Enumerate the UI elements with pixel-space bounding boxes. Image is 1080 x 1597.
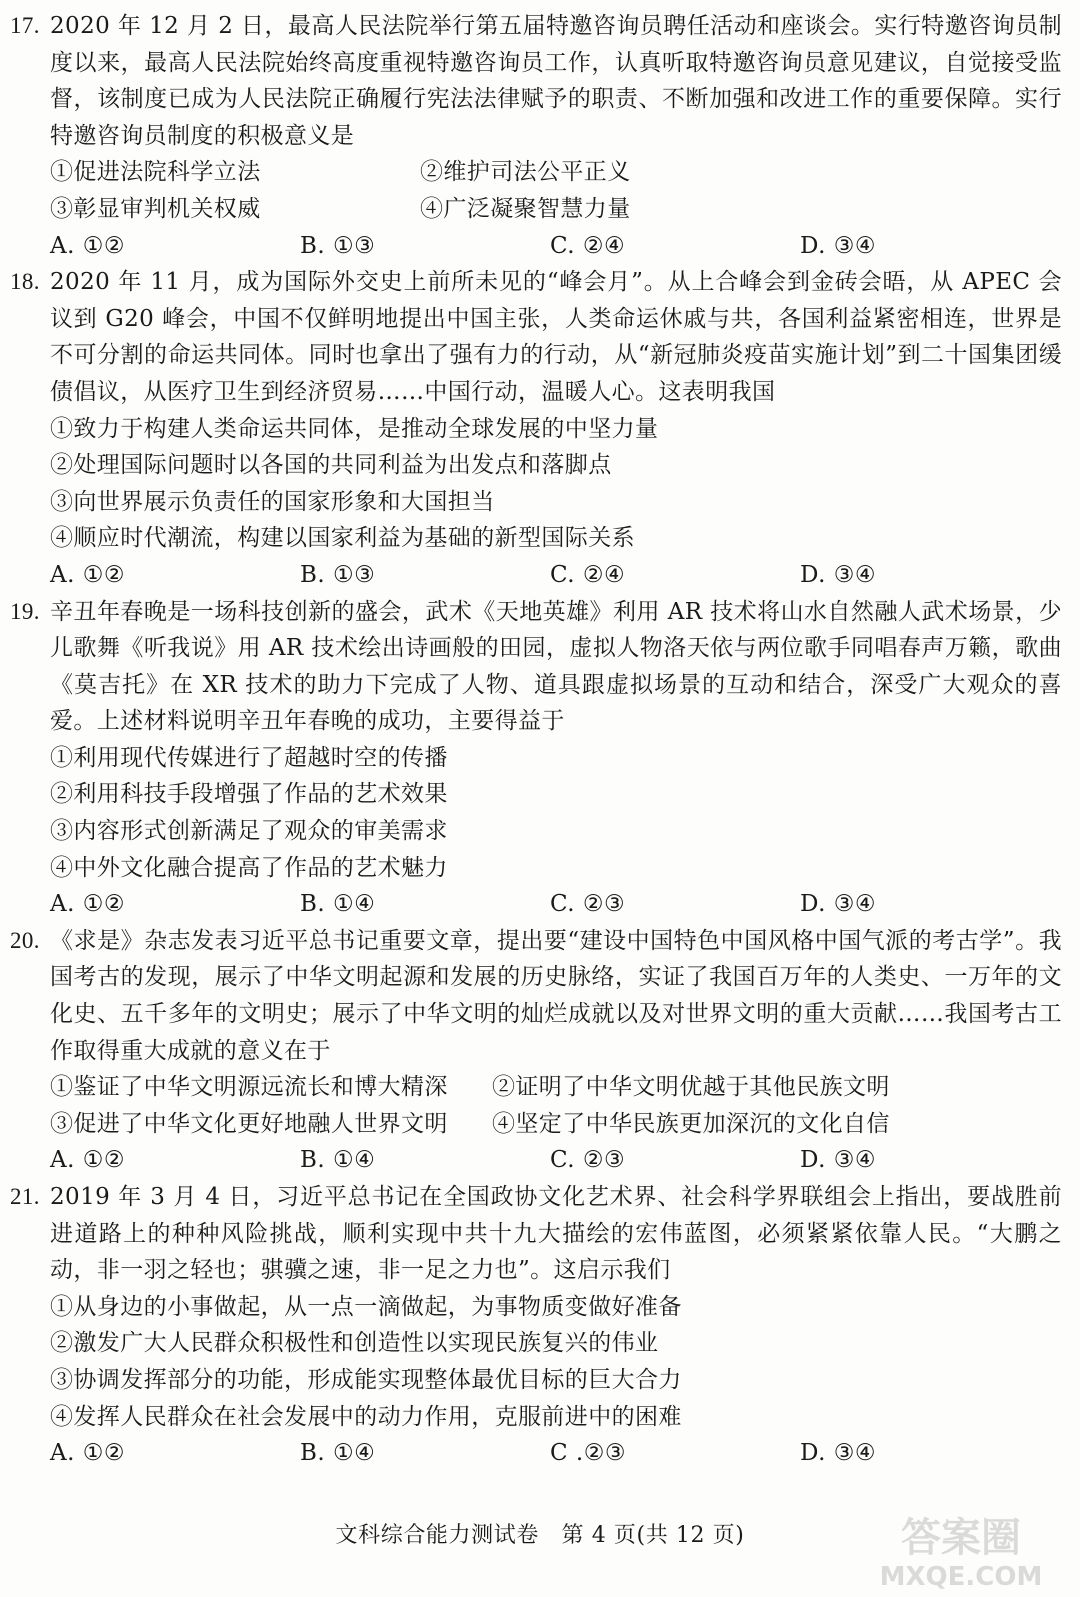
question-18 <box>10 264 1062 593</box>
statement-3: ③内容形式创新满足了观众的审美需求 <box>50 818 448 845</box>
question-stem <box>10 264 1062 410</box>
statement-2: ②证明了中华文明优越于其他民族文明 <box>492 1074 890 1101</box>
statement-1: ①利用现代传媒进行了超越时空的传播 <box>50 744 448 771</box>
question-19 <box>10 594 1062 923</box>
statement-4: ④发挥人民群众在社会发展中的动力作用，克服前进中的困难 <box>50 1403 682 1430</box>
answer-options <box>10 1142 1062 1179</box>
question-number: 17. <box>10 13 40 38</box>
option-d: D. ③④ <box>800 1440 876 1467</box>
statement-list <box>10 1069 1062 1142</box>
option-b: B. ①④ <box>300 1440 376 1467</box>
option-a: A. ①② <box>50 232 125 259</box>
watermark-title: 答案圈 <box>901 1515 1021 1561</box>
question-text: 2019 年 3 月 4 日，习近平总书记在全国政协文化艺术界、社会科学界联组会上指出，要战胜前进道路上的种种风险挑战，顺利实现中共十九大描绘的宏伟蓝图，必须紧紧依靠人民。“大鹏之动，非一羽之轻也；骐骥之速，非一足之力也”。这启示我们 <box>50 1184 1062 1284</box>
option-c: C .②③ <box>550 1440 626 1467</box>
statement-4: ④顺应时代潮流，构建以国家利益为基础的新型国际关系 <box>50 525 635 552</box>
statement-2: ②维护司法公平正义 <box>420 159 631 186</box>
question-number: 18. <box>10 269 40 295</box>
statement-2: ②激发广大人民群众积极性和创造性以实现民族复兴的伟业 <box>50 1330 659 1357</box>
watermark-logo <box>846 1507 1076 1593</box>
option-b: B. ①③ <box>300 232 376 259</box>
statement-1: ①促进法院科学立法 <box>50 159 261 186</box>
option-a: A. ①② <box>50 1147 125 1174</box>
statement-3: ③彰显审判机关权威 <box>50 195 261 222</box>
question-text: 2020 年 12 月 2 日，最高人民法院举行第五届特邀咨询员聘任活动和座谈会。实行特邀咨询员制度以来，最高人民法院始终高度重视特邀咨询员工作，认真听取特邀咨询员意见建议，自觉接受监督，该制度已成为人民法院正确履行宪法法律赋予的职责、不断加强和改进工作的重要保障。实行特邀咨询员制度的积极意义是 <box>50 13 1062 149</box>
statement-4: ④中外文化融合提高了作品的艺术魅力 <box>50 854 448 881</box>
answer-options <box>10 886 1062 923</box>
statement-list <box>10 740 1062 886</box>
statement-1: ①致力于构建人类命运共同体，是推动全球发展的中坚力量 <box>50 415 659 442</box>
statement-1: ①鉴证了中华文明源远流长和博大精深 <box>50 1074 448 1101</box>
question-text: 2020 年 11 月，成为国际外交史上前所未见的“峰会月”。从上合峰会到金砖会晤，从 APEC 会议到 G20 峰会，中国不仅鲜明地提出中国主张，人类命运休戚与共，各国利益紧密相连，世界是不可分割的命运共同体。同时也拿出了强有力的行动，从“新冠肺炎疫苗实施计划”到二十国集团缓债倡议，从医疗卫生到经济贸易……中国行动，温暖人心。这表明我国 <box>50 269 1062 405</box>
option-d: D. ③④ <box>800 561 876 588</box>
option-c: C. ②③ <box>550 891 626 918</box>
question-list <box>10 8 1062 1472</box>
statement-2: ②处理国际问题时以各国的共同利益为出发点和落脚点 <box>50 452 612 479</box>
option-a: A. ①② <box>50 1440 125 1467</box>
option-d: D. ③④ <box>800 891 876 918</box>
option-c: C. ②④ <box>550 232 626 259</box>
page-footer: 文科综合能力测试卷 第 4 页(共 12 页) <box>335 1523 745 1548</box>
question-number: 21. <box>10 1184 40 1209</box>
question-20 <box>10 923 1062 1179</box>
watermark-url: MXQE.COM <box>879 1562 1043 1592</box>
answer-options <box>10 557 1062 594</box>
question-21 <box>10 1179 1062 1472</box>
answer-options <box>10 228 1062 265</box>
option-b: B. ①④ <box>300 1147 376 1174</box>
statement-4: ④广泛凝聚智慧力量 <box>420 195 631 222</box>
option-b: B. ①④ <box>300 891 376 918</box>
option-d: D. ③④ <box>800 232 876 259</box>
question-stem <box>10 8 1062 154</box>
question-text: 辛丑年春晚是一场科技创新的盛会，武术《天地英雄》利用 AR 技术将山水自然融人武术场景，少儿歌舞《听我说》用 AR 技术绘出诗画般的田园，虚拟人物洛天依与两位歌手同唱春声万籁，歌曲《莫吉托》在 XR 技术的助力下完成了人物、道具跟虚拟场景的互动和结合，深受广大观众的喜爱。上述材料说明辛丑年春晚的成功，主要得益于 <box>50 598 1062 735</box>
statement-2: ②利用科技手段增强了作品的艺术效果 <box>50 781 448 808</box>
statement-list <box>10 154 1062 227</box>
statement-4: ④坚定了中华民族更加深沉的文化自信 <box>492 1110 890 1137</box>
option-c: C. ②④ <box>550 561 626 588</box>
statement-3: ③促进了中华文化更好地融人世界文明 <box>50 1110 448 1137</box>
answer-options <box>10 1435 1062 1472</box>
option-d: D. ③④ <box>800 1147 876 1174</box>
statement-list <box>10 1289 1062 1435</box>
option-c: C. ②③ <box>550 1147 626 1174</box>
question-number: 20. <box>10 927 40 953</box>
statement-3: ③向世界展示负责任的国家形象和大国担当 <box>50 488 495 515</box>
statement-list <box>10 411 1062 557</box>
option-a: A. ①② <box>50 891 125 918</box>
question-stem <box>10 1179 1062 1289</box>
statement-3: ③协调发挥部分的功能，形成能实现整体最优目标的巨大合力 <box>50 1366 682 1393</box>
question-stem <box>10 594 1062 740</box>
question-stem <box>10 923 1062 1069</box>
question-number: 19. <box>10 598 40 624</box>
question-17 <box>10 8 1062 264</box>
option-a: A. ①② <box>50 561 125 588</box>
option-b: B. ①③ <box>300 561 376 588</box>
question-text: 《求是》杂志发表习近平总书记重要文章，提出要“建设中国特色中国风格中国气派的考古学”。我国考古的发现，展示了中华文明起源和发展的历史脉络，实证了我国百万年的人类史、一万年的文化史、五千多年的文明史；展示了中华文明的灿烂成就以及对世界文明的重大贡献……我国考古工作取得重大成就的意义在于 <box>50 927 1062 1064</box>
statement-1: ①从身边的小事做起，从一点一滴做起，为事物质变做好准备 <box>50 1293 682 1320</box>
